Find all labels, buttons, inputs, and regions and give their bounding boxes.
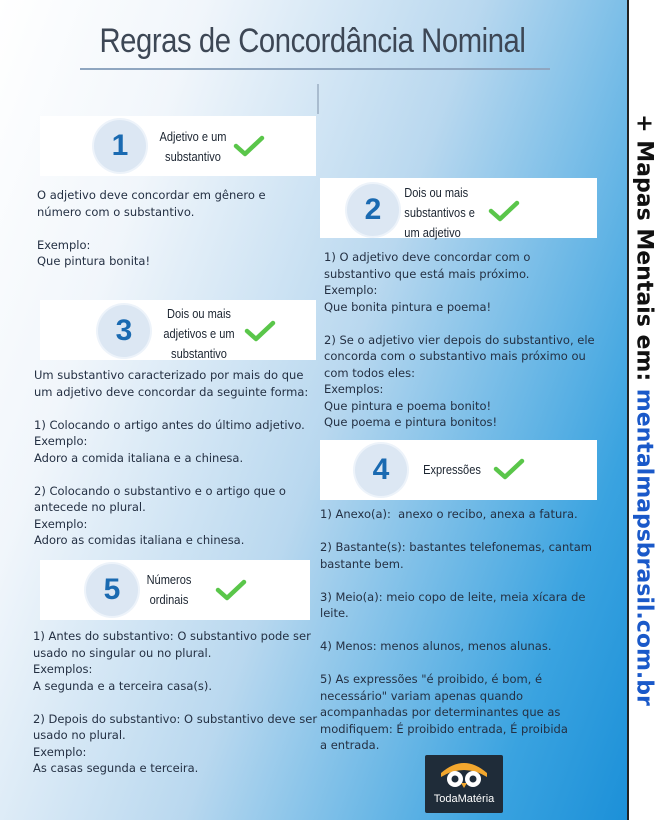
section-5-body: 1) Antes do substantivo: O substantivo pode ser usado no singular ou no plural. Exemplos: A segunda e a terceira casa(s). 2) Depois do substantivo: O substantivo deve ser usado no plural. Exemplo: As casas segunda e terceira. [33, 629, 318, 775]
section-5-title: Números ordinais [146, 572, 192, 607]
section-2-body: 1) O adjetivo deve concordar com o substantivo que está mais próximo. Exemplo: Que bonita pintura e poema! 2) Se o adjetivo vier depois do substantivo, ele concorda com o substantivo mais próximo ou com todos eles: Exemplos: Que pintura e poema bonito! Que poema e pintura bonitos! [324, 250, 595, 429]
section-3-title: Dois ou mais adjetivos e um substantivo [163, 306, 235, 361]
section-4-body: 1) Anexo(a): anexo o recibo, anexa a fatura. 2) Bastante(s): bastantes telefonemas, cantam bastante bem. 3) Meio(a): meio copo de leite, meia xícara de leite. 4) Menos: menos alunos, menos alunas. 5) As expressões "é proibido, é bom, é necessário" variam apenas quando acompanhadas por determinantes que as modifiquem: É proibido entrada, É proibida a entrada. [320, 507, 592, 752]
section-1-body: O adjetivo deve concordar em gênero e número com o substantivo. Exemplo: Que pintura bonita! [37, 188, 266, 268]
section-1-title: Adjetivo e um substantivo [159, 129, 227, 164]
check-icon [492, 457, 526, 481]
side-banner-url[interactable]: mentalmapsbrasil.com.br [631, 388, 657, 706]
section-2-title: Dois ou mais substantivos e um adjetivo [404, 185, 475, 240]
section-3-body: Um substantivo caracterizado por mais do que um adjetivo deve concordar da seguinte forma: 1) Colocando o artigo antes do último adjetivo. Exemplo: Adoro a comida italiana e a chinesa. 2) Colocando o substantivo e o artigo que o antecede no plural. Exemplo: Adoro as comidas italiana e chinesa. [34, 368, 309, 547]
section-5-number: 5 [86, 564, 138, 616]
section-4-title: Expressões [423, 462, 481, 477]
center-divider [317, 84, 319, 114]
section-1-number: 1 [94, 120, 146, 172]
check-icon [487, 199, 521, 223]
section-4-number: 4 [355, 444, 407, 496]
section-3-number: 3 [98, 305, 150, 357]
check-icon [243, 319, 277, 343]
todamateria-logo [425, 755, 503, 813]
side-banner [632, 114, 657, 706]
title-divider [80, 68, 550, 70]
page-title: Regras de Concordância Nominal [99, 22, 526, 60]
check-icon [232, 134, 266, 158]
check-icon [214, 578, 248, 602]
owl-logo-icon [438, 759, 490, 789]
section-2-number: 2 [347, 184, 399, 236]
logo-text: TodaMatéria [433, 793, 495, 805]
side-banner-prefix: + Mapas Mentais em: [631, 114, 657, 389]
